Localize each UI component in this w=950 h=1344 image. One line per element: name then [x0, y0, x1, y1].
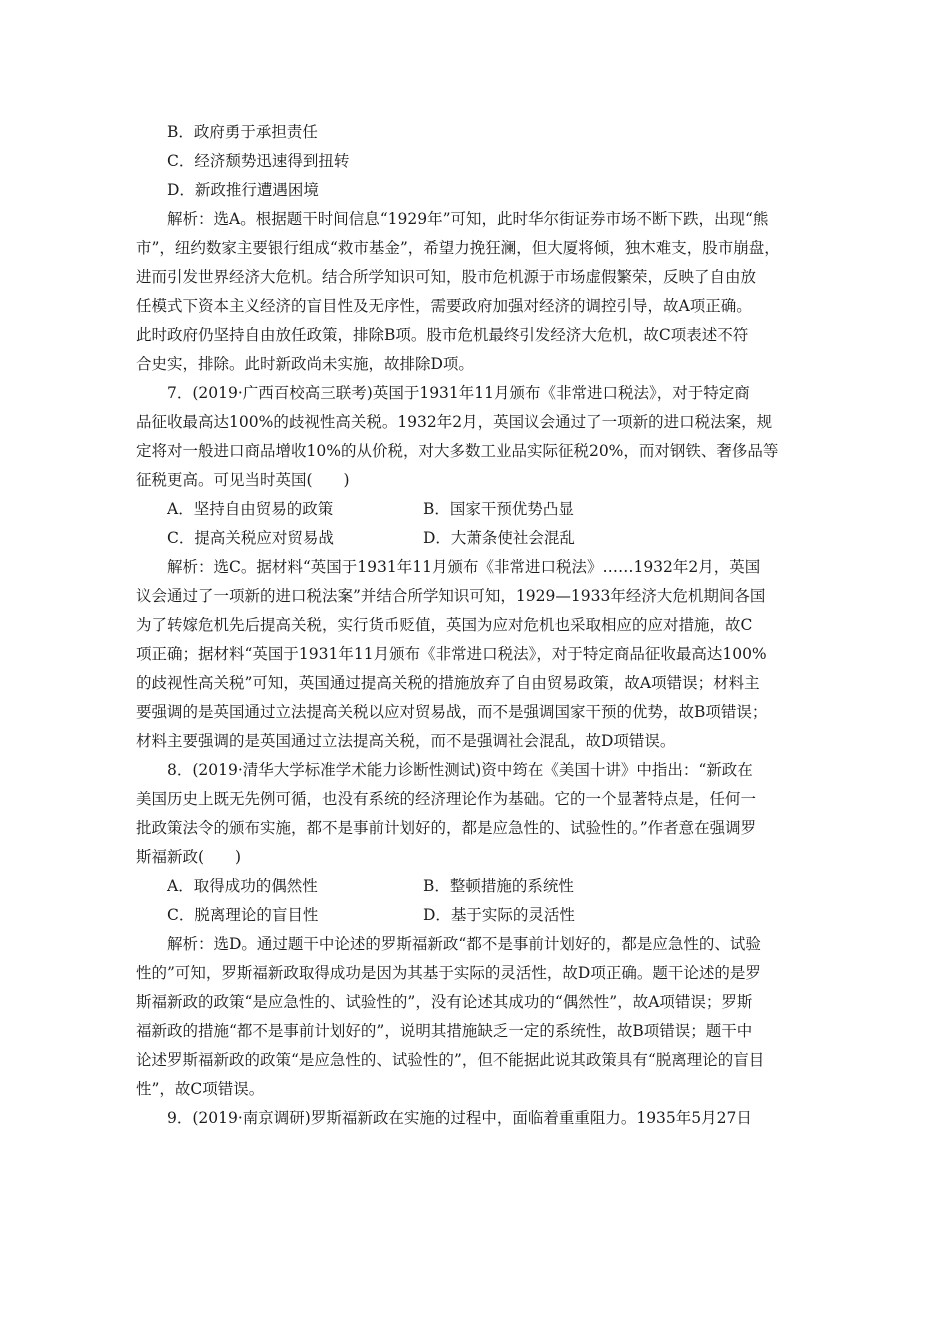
q8-analysis-line: 论述罗斯福新政的政策“是应急性的、试验性的”，但不能据此说其政策具有“脱离理论的盲目 — [136, 1051, 765, 1069]
q7-analysis-line: 解析：选C。据材料“英国于1931年11月颁布《非常进口税法》……1932年2月，英国 — [167, 558, 761, 576]
q9-stem-line: 9．(2019·南京调研)罗斯福新政在实施的过程中，面临着重重阻力。1935年5月27日 — [167, 1109, 752, 1127]
q6-option-c: C．经济颓势迅速得到扭转 — [167, 152, 350, 170]
q7-stem — [136, 379, 816, 495]
q8-analysis-line: 福新政的措施“都不是事前计划好的”，说明其措施缺乏一定的系统性，故B项错误；题干中 — [136, 1022, 753, 1040]
q8-stem-line: 8．(2019·清华大学标准学术能力诊断性测试)资中筠在《美国十讲》中指出：“新政在 — [167, 761, 753, 779]
q7-analysis — [136, 553, 816, 756]
q8-option-row — [136, 872, 816, 901]
q7-analysis-line: 为了转嫁危机先后提高关税，实行货币贬值，英国为应对危机也采取相应的应对措施，故C — [136, 616, 753, 634]
q8-stem-line: 美国历史上既无先例可循，也没有系统的经济理论作为基础。它的一个显著特点是，任何一 — [136, 790, 757, 808]
q8-analysis-line: 性的”可知，罗斯福新政取得成功是因为其基于实际的灵活性，故D项正确。题干论述的是罗 — [136, 964, 761, 982]
q7-analysis-line: 要强调的是英国通过立法提高关税以应对贸易战，而不是强调国家干预的优势，故B项错误； — [136, 703, 768, 721]
q8-option-a: A．取得成功的偶然性 — [167, 877, 318, 895]
q8-stem — [136, 756, 816, 872]
q7-analysis-line: 材料主要强调的是英国通过立法提高关税，而不是强调社会混乱，故D项错误。 — [136, 732, 676, 750]
q7-option-d: D．大萧条使社会混乱 — [423, 529, 575, 547]
q9-stem — [136, 1104, 816, 1133]
q6-analysis-line: 市”，纽约数家主要银行组成“救市基金”，希望力挽狂澜，但大厦将倾，独木难支，股市崩盘， — [136, 239, 780, 257]
q6-analysis-line: 此时政府仍坚持自由放任政策，排除B项。股市危机最终引发经济大危机，故C项表述不符 — [136, 326, 749, 344]
q7-analysis-line: 的歧视性高关税”可知，英国通过提高关税的措施放弃了自由贸易政策，故A项错误；材料主 — [136, 674, 760, 692]
q7-option-b: B．国家干预优势凸显 — [423, 500, 574, 518]
q6-options — [136, 118, 816, 205]
q6-option-d: D．新政推行遭遇困境 — [167, 181, 319, 199]
q7-stem-line: 定将对一般进口商品增收10%的从价税，对大多数工业品实际征税20%，而对钢铁、奢侈品等 — [136, 442, 779, 460]
document-page — [136, 118, 816, 1133]
q8-analysis-line: 斯福新政的政策“是应急性的、试验性的”，没有论述其成功的“偶然性”，故A项错误；罗斯 — [136, 993, 753, 1011]
q6-analysis-line: 合史实，排除。此时新政尚未实施，故排除D项。 — [136, 355, 474, 373]
q8-option-row — [136, 901, 816, 930]
q6-analysis — [136, 205, 816, 379]
q8-analysis-line: 解析：选D。通过题干中论述的罗斯福新政“都不是事前计划好的，都是应急性的、试验 — [167, 935, 761, 953]
q7-option-row — [136, 524, 816, 553]
q7-analysis-line: 议会通过了一项新的进口税法案”并结合所学知识可知，1929—1933年经济大危机期间各国 — [136, 587, 766, 605]
q6-option-b: B．政府勇于承担责任 — [167, 123, 318, 141]
q8-stem-line: 斯福新政( ) — [136, 848, 242, 866]
q6-analysis-line: 进而引发世界经济大危机。结合所学知识可知，股市危机源于市场虚假繁荣，反映了自由放 — [136, 268, 757, 286]
q8-options — [136, 872, 816, 930]
q6-analysis-line: 解析：选A。根据题干时间信息“1929年”可知，此时华尔街证券市场不断下跌，出现“熊 — [167, 210, 769, 228]
q7-option-a: A．坚持自由贸易的政策 — [167, 500, 334, 518]
q7-options — [136, 495, 816, 553]
q7-option-c: C．提高关税应对贸易战 — [167, 529, 334, 547]
q8-option-b: B．整顿措施的系统性 — [423, 877, 574, 895]
q8-stem-line: 批政策法令的颁布实施，都不是事前计划好的，都是应急性的、试验性的。”作者意在强调罗 — [136, 819, 757, 837]
q6-analysis-line: 任模式下资本主义经济的盲目性及无序性，需要政府加强对经济的调控引导，故A项正确。 — [136, 297, 752, 315]
q7-analysis-line: 项正确；据材料“英国于1931年11月颁布《非常进口税法》，对于特定商品征收最高达100% — [136, 645, 767, 663]
q8-option-d: D．基于实际的灵活性 — [423, 906, 575, 924]
q7-option-row — [136, 495, 816, 524]
q8-option-c: C．脱离理论的盲目性 — [167, 906, 319, 924]
q7-stem-line: 品征收最高达100%的歧视性高关税。1932年2月，英国议会通过了一项新的进口税法案，规 — [136, 413, 773, 431]
q7-stem-line: 7．(2019·广西百校高三联考)英国于1931年11月颁布《非常进口税法》，对于特定商 — [167, 384, 750, 402]
q7-stem-line: 征税更高。可见当时英国( ) — [136, 471, 350, 489]
q8-analysis-line: 性”，故C项错误。 — [136, 1080, 265, 1098]
q8-analysis — [136, 930, 816, 1104]
